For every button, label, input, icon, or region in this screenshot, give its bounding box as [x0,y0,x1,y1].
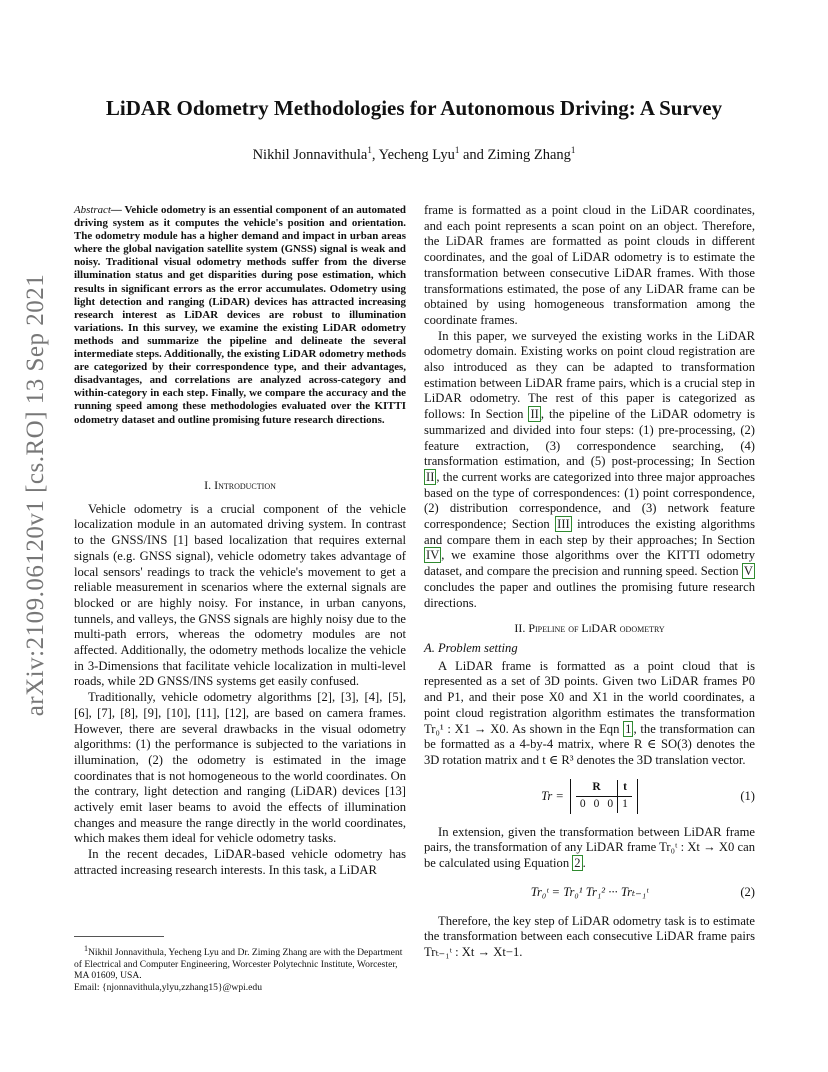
paragraph: frame is formatted as a point cloud in the LiDAR coordinates, and each point represents a scan point on an object. Therefore, the LiDAR frames are formatted as point clouds in different coordinates, and the goal of LiDAR odometry is to estimate the transformation between consecutive LiDAR frames. With those transformations estimated, the pose of any LiDAR frame can be obtained by using homogeneous transformation among the coordinate frames. [424,203,755,327]
footnote: $^1$Nikhil Jonnavithula, Yecheng Lyu and Dr. Ziming Zhang are with the Department of Electrical and Computer Engineering, Worcester Polytechnic Institute, Worcester, MA 01609, USA. Email: {njonnavithula,ylyu,zzhang15}@wpi.edu [74,944,403,993]
paragraph: In extension, given the transformation between LiDAR frame pairs, the transformation of any LiDAR frame Tr₀ᵗ : Xt → X0 can be calculated using Equation 2 . [424,824,755,871]
section-link[interactable]: IV [426,548,440,563]
author-name: Nikhil Jonnavithula [252,146,368,163]
footnote-rule [74,936,164,937]
section-link[interactable]: II [426,469,435,484]
translation-block: t [618,780,632,796]
paper-title: LiDAR Odometry Methodologies for Autonomous Driving: A Survey [105,96,723,120]
abstract [74,204,406,427]
introduction-section [74,478,406,879]
matrix-cell: 0 [593,798,600,811]
equation-1 [424,777,755,817]
equation-lhs: Tr = [541,788,564,803]
equation-number: (1) [740,788,755,803]
section-link[interactable]: III [557,517,570,532]
paragraph: A LiDAR frame is formatted as a point cloud that is represented as a set of 3D points. Given two LiDAR frames P0 and P1, and their pose X0 and X1 in the world coordinates, a point cloud registration algorithm estimates the transformation Tr₀¹ : X1 → X0. As shown in the Eqn 1 , the transformation can be formatted as a 4-by-4 matrix, where R ∈ SO(3) denotes the 3D rotation matrix and t ∈ R³ denotes the 3D translation vector. [424,658,755,767]
paragraph: Therefore, the key step of LiDAR odometry task is to estimate the transformation between each consecutive LiDAR frame pairs Trₜ₋₁ᵗ : Xt → Xt−1. [424,913,755,960]
transformation-matrix [570,779,638,813]
section-link[interactable]: V [743,564,753,579]
arxiv-sidebar-stamp: arXiv:2109.06120v1 [cs.RO] 13 Sep 2021 [22,273,49,717]
paragraph: In the recent decades, LiDAR-based vehicle odometry has attracted increasing research interests. In this task, a LiDAR [74,847,406,877]
equation-body: Tr₀ᵗ = Tr₀¹ Tr₁² ··· Trₜ₋₁ᵗ [530,884,649,899]
equation-link[interactable]: 1 [625,721,632,736]
abstract-text: — Vehicle odometry is an essential component of an automated driving system as it computes the vehicle's position and orientation. The odometry module has a higher demand and impact in urban areas where the global navigation satellite system (GNSS) signal is weak and noisy. Traditional visual odometry methods suffer from the diverse illumination status and get disparities during pose estimation, which results in significant errors as the error accumulates. Odometry using light detection and ranging (LiDAR) devices has attracted increasing research interest as LiDAR devices are robust to illumination variations. In this survey, we examine the existing LiDAR odometry methods and summarize the pipeline and delineate the several intermediate steps. Additionally, the existing LiDAR odometry methods are categorized by their correspondence type, and their advantages, disadvantages, and correlations are analyzed across-category and within-category in each step. Finally, we compare the accuracy and the running speed among these methodologies evaluated over the KITTI odometry dataset and outline promising future research directions. [74,204,406,426]
section-heading: II. Pipeline of LiDAR odometry [514,621,665,636]
paragraph: Vehicle odometry is a crucial component of the vehicle localization module in an automated driving system. In contrast to the GNSS/INS [1] based localization that requires external signals (e.g. GNSS signal), vehicle odometry takes advantage of local sensors' readings to track the vehicle's movement to get a reliable measurement in scenarios where the external signals are blocked or are highly noisy. For instance, in urban canyons, tunnels, and valleys, the GNSS signals are highly noisy due to the multi-path errors, whereas the odometry modules are not affected. Additionally, the odometry methods localize the vehicle in 3-Dimensions that facilitate vehicle localization in multi-level roads, while 2D GNSS/INS systems get easily confused. [74,501,406,689]
section-heading: I. Introduction [204,478,276,492]
subsection-heading: A. Problem setting [424,640,518,655]
author-list: Nikhil Jonnavithula$^1$, Yecheng Lyu$^1$ and Ziming Zhang$^1$ [252,145,576,163]
right-column [424,203,755,961]
rotation-block: R [592,781,601,794]
paragraph: Traditionally, vehicle odometry algorithms [2], [3], [4], [5], [6], [7], [8], [9], [10], [11], [12], are based on camera frames. However, there are several drawbacks in the visual odometry algorithms: (1) the performance is subjected to the variations in illumination, (2) the odometry is estimated in the image coordinates that is not homogeneous to the world coordinates. On the contrary, light detection and ranging (LiDAR) devices [13] actively emit laser beams to avoid the effects of illumination changes and measure the range directly in the world coordinates, which makes them ideal for vehicle odometry tasks. [74,690,406,846]
paragraph: In this paper, we surveyed the existing works in the LiDAR odometry domain. Existing works on point cloud registration are also introduced as they can be adapted to transformation estimation between LiDAR frame pairs, which is a crucial step in LiDAR odometry. The rest of this paper is categorized as follows: In Section II , the pipeline of the LiDAR odometry is summarized and divided into four steps: (1) pre-processing, (2) feature extraction, (3) correspondence searching, (4) transformation estimation, and (5) post-processing; In Section II , the current works are categorized into three major approaches based on the type of correspondences: (1) point correspondence, (2) distribution correspondence, and (3) network feature correspondence; Section III introduces the existing algorithms and compare them in each step by their approaches; In Section IV , we examine those algorithms over the KITTI odometry dataset, and compare the precision and running speed. Section V concludes the paper and outlines the promising future research directions. [424,328,756,610]
equation-number: (2) [740,884,755,899]
equation-link[interactable]: 2 [574,856,581,871]
section-link[interactable]: II [530,407,539,422]
author-name: Yecheng Lyu [378,146,455,163]
author-name: Ziming Zhang [487,146,571,163]
matrix-cell: 0 [607,798,614,811]
matrix-cell: 1 [618,797,632,813]
abstract-label: Abstract [74,204,111,216]
matrix-cell: 0 [579,798,586,811]
equation-2 [424,880,755,906]
